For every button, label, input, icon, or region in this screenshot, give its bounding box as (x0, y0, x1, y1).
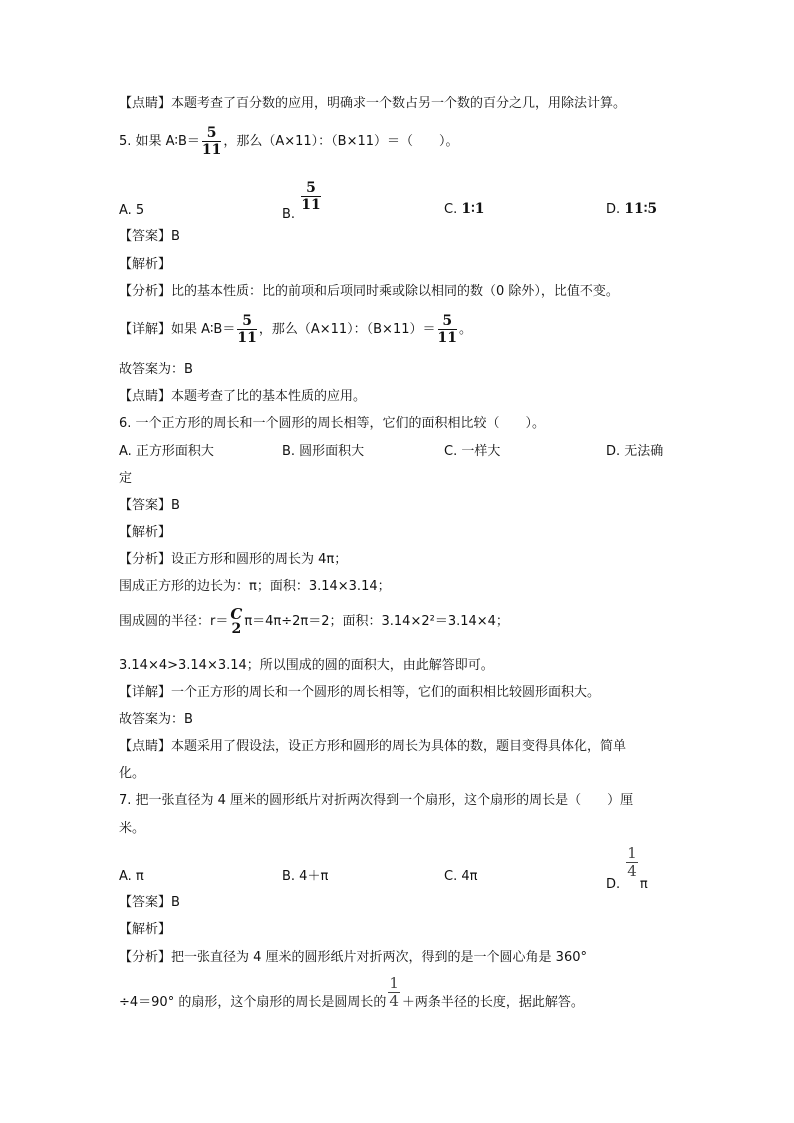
q5-dianjing: 【点睛】本题考查了比的基本性质的应用。 (119, 389, 367, 404)
q5-jiexi: 【解析】 (119, 257, 172, 272)
q7-option-c[interactable]: C. 4π (444, 869, 478, 884)
q6-dianjing-2: 化。 (119, 766, 146, 781)
q7-option-a[interactable]: A. π (119, 869, 144, 884)
q7-option-d[interactable]: D. $\frac{1}{4}$ π (606, 844, 648, 892)
q6-compare-line: 3.14×4>3.14×3.14；所以围成的圆的面积大，由此解答即可。 (119, 658, 494, 673)
dianjing-line: 【点睛】本题考查了百分数的应用，明确求一个数占另一个数的百分之几，用除法计算。 (119, 96, 627, 111)
question-7-stem-1: 7. 把一张直径为 4 厘米的圆形纸片对折两次得到一个扇形，这个扇形的周长是（ ）厘 (119, 793, 634, 808)
q6-square-line: 围成正方形的边长为：π；面积：3.14×3.14； (119, 579, 391, 594)
q6-circle-line: 围成圆的半径：r＝ C 2 π＝4π÷2π＝2；面积：3.14×2²＝3.14×4； (119, 605, 509, 637)
q6-option-d-cont: 定 (119, 471, 133, 486)
q6-option-d[interactable]: D. 无法确 (606, 444, 664, 459)
fraction-5-11: $\frac{5}{11}$ (201, 125, 222, 158)
q6-fenxi: 【分析】设正方形和圆形的周长为 4π； (119, 552, 348, 567)
q5-gu: 故答案为：B (119, 362, 193, 377)
q7-fenxi-2: ÷4＝90° 的扇形，这个扇形的周长是圆周长的 $\frac{1}{4}$ ＋两条半径的长度，据此解答。 (119, 974, 584, 1010)
fraction-c-2: C 2 (230, 605, 243, 637)
q5-answer: 【答案】B (119, 229, 180, 244)
fraction-1-4: $\frac{1}{4}$ (627, 844, 637, 880)
fraction-5-11: $\frac{5}{11}$ (301, 180, 321, 213)
q6-option-a[interactable]: A. 正方形面积大 (119, 444, 214, 459)
q5-option-b[interactable]: B. $\frac{5}{11}$ (282, 180, 321, 222)
q6-option-c[interactable]: C. 一样大 (444, 444, 501, 459)
q5-fenxi: 【分析】比的基本性质：比的前项和后项同时乘或除以相同的数（0 除外），比值不变。 (119, 284, 619, 299)
question-6-stem: 6. 一个正方形的周长和一个圆形的周长相等，它们的面积相比较（ ）。 (119, 416, 546, 431)
q7-fenxi-1: 【分析】把一张直径为 4 厘米的圆形纸片对折两次，得到的是一个圆心角是 360° (119, 950, 587, 965)
fraction-5-11: $\frac{5}{11}$ (437, 313, 457, 346)
q5-option-c[interactable]: C. 1∶1 (444, 201, 485, 217)
q7-option-b[interactable]: B. 4＋π (282, 869, 329, 884)
question-5-stem: 5. 如果 A∶B＝ $\frac{5}{11}$ ，那么（A×11）：（B×11）＝（ ）。 (119, 125, 459, 158)
fraction-1-4: $\frac{1}{4}$ (389, 974, 399, 1010)
q7-answer: 【答案】B (119, 895, 180, 910)
q6-dianjing-1: 【点睛】本题采用了假设法，设正方形和圆形的周长为具体的数，题目变得具体化，简单 (119, 739, 627, 754)
q5-xiangjie: 【详解】如果 A∶B＝ $\frac{5}{11}$ ，那么（A×11）：（B×11）＝ $\frac{5}{11}$ 。 (119, 313, 472, 346)
q6-answer: 【答案】B (119, 498, 180, 513)
q6-option-b[interactable]: B. 圆形面积大 (282, 444, 365, 459)
fraction-5-11: $\frac{5}{11}$ (237, 313, 257, 346)
q6-gu: 故答案为：B (119, 712, 193, 727)
q5-option-a[interactable]: A. 5 (119, 203, 145, 218)
question-7-stem-2: 米。 (119, 821, 146, 836)
q5-option-d[interactable]: D. 11∶5 (606, 201, 658, 217)
q6-xiangjie: 【详解】一个正方形的周长和一个圆形的周长相等，它们的面积相比较圆形面积大。 (119, 685, 601, 700)
q6-jiexi: 【解析】 (119, 525, 172, 540)
q7-jiexi: 【解析】 (119, 922, 172, 937)
